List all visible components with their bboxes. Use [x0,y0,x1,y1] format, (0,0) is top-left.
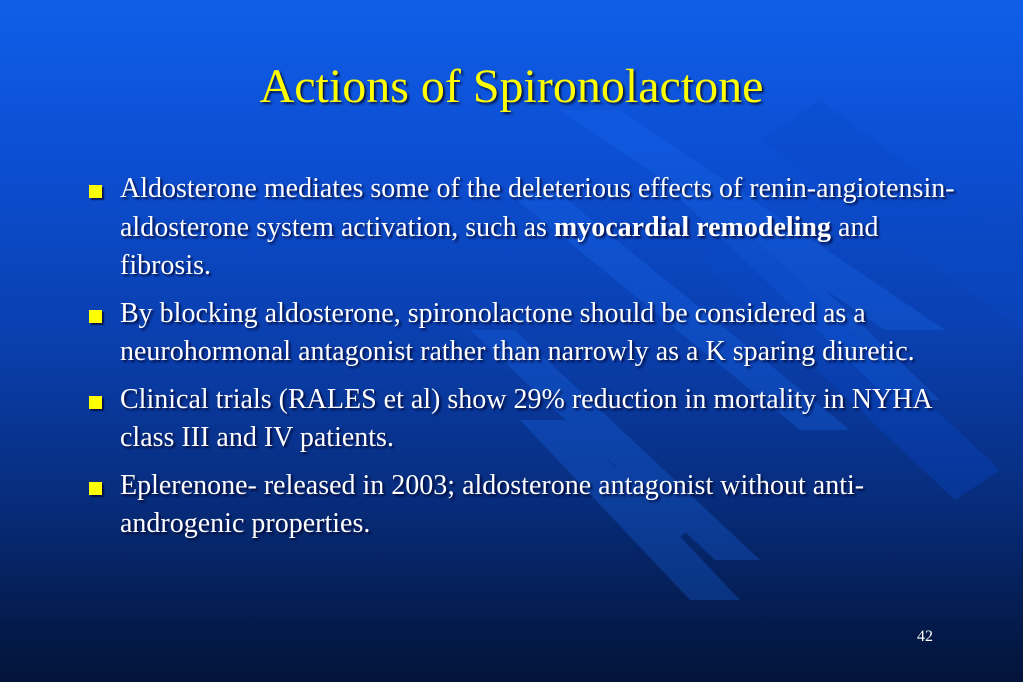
slide-title: Actions of Spironolactone [259,60,764,113]
square-bullet-icon [89,310,102,323]
bullet-item [88,467,968,544]
square-bullet-icon [89,482,102,495]
bullet-item [88,295,968,372]
bullet-list [88,170,968,553]
bullet-text-end: and fibrosis. [120,211,879,281]
page-number: 42 [917,628,933,645]
square-bullet-icon [89,185,102,198]
bullet-text: Clinical trials (RALES et al) show 29% reduction in mortality in NYHA class III and IV patients. [120,383,932,453]
bullet-bold-text: myocardial remodeling [553,211,832,243]
bullet-item [88,381,968,458]
bullet-text: Eplerenone- released in 2003; aldosterone antagonist without anti-androgenic properties. [120,469,865,539]
square-bullet-icon [89,396,102,409]
bullet-text: Aldosterone mediates some of the deleterious effects of renin-angiotensin-aldosterone system activation, such as [120,173,955,243]
bullet-text: By blocking aldosterone, spironolactone should be considered as a neurohormonal antagonist rather than narrowly as a K sparing diuretic. [120,297,915,367]
bullet-item [88,170,968,286]
